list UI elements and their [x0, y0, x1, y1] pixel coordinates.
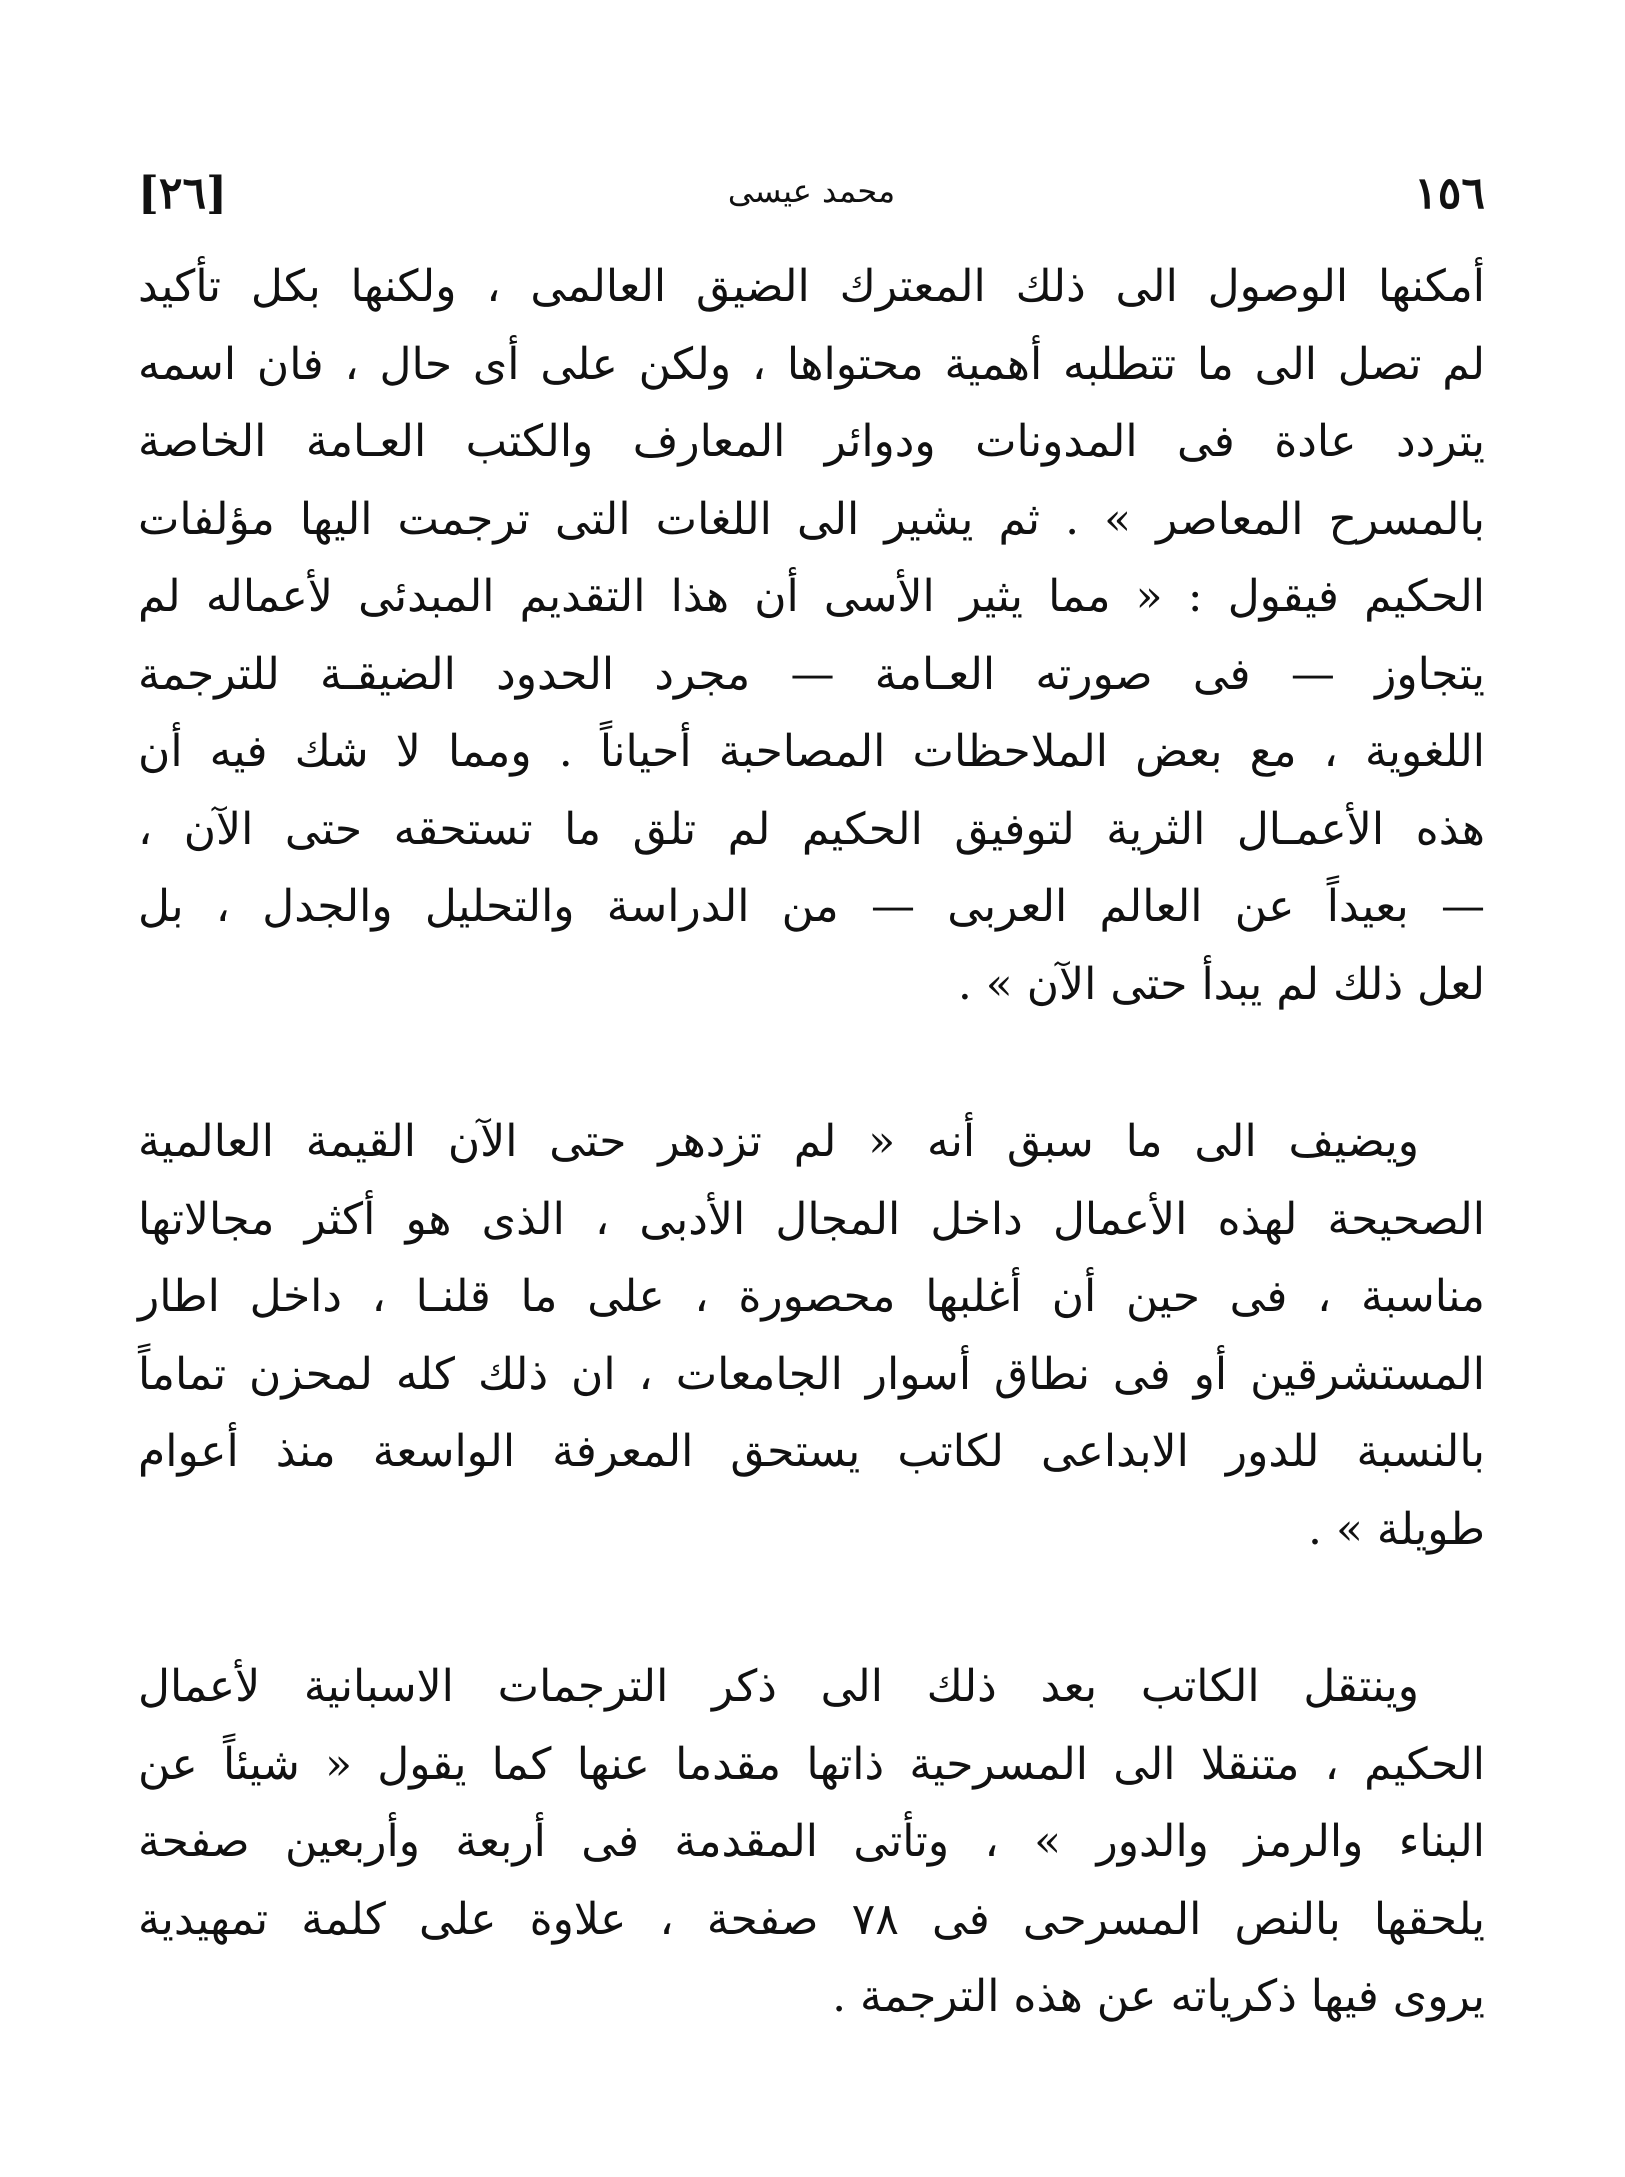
text-line: بالمسرح المعاصر » . ثم يشير الى اللغات التى ترجمت اليها مؤلفات — [138, 493, 1485, 545]
body-text — [138, 248, 1485, 2036]
text-line: لعل ذلك لم يبدأ حتى الآن » . — [957, 958, 1485, 1010]
text-line: البناء والرمز والدور » ، وتأتى المقدمة فى أربعة وأربعين صفحة — [138, 1816, 1485, 1867]
text-line: هذه الأعمـال الثرية لتوفيق الحكيم لم تلق ما تستحقه حتى الآن ، — [138, 803, 1485, 855]
text-line: الحكيم فيقول : « مما يثير الأسى أن هذا التقديم المبدئى لأعماله لم — [138, 571, 1485, 622]
text-line: يتجاوز — فى صورته العـامة — مجرد الحدود الضيقـة للترجمة — [138, 648, 1485, 700]
page-header — [138, 168, 1485, 228]
text-line: أمكنها الوصول الى ذلك المعترك الضيق العالمى ، ولكنها بكل تأكيد — [138, 261, 1485, 312]
running-head-author: محمد عيسى — [727, 172, 896, 210]
text-line: يلحقها بالنص المسرحى فى ٧٨ صفحة ، علاوة على كلمة تمهيدية — [138, 1893, 1485, 1945]
text-line: الحكيم ، متنقلا الى المسرحية ذاتها مقدما عنها كما يقول « شيئاً عن — [138, 1738, 1485, 1790]
text-line: الصحيحة لهذه الأعمال داخل المجال الأدبى ، الذى هو أكثر مجالاتها — [138, 1193, 1485, 1245]
text-line: طويلة » . — [1307, 1503, 1485, 1555]
paragraph-3 — [138, 1648, 1485, 2036]
text-line: — بعيداً عن العالم العربى — من الدراسة والتحليل والجدل ، بل — [138, 881, 1485, 932]
text-line: مناسبة ، فى حين أن أغلبها محصورة ، على ما قلنـا ، داخل اطار — [138, 1271, 1485, 1322]
text-line: يتردد عادة فى المدونات ودوائر المعارف والكتب العـامة الخاصة — [138, 416, 1485, 467]
text-line: لم تصل الى ما تتطلبه أهمية محتواها ، ولكن على أى حال ، فان اسمه — [138, 338, 1485, 390]
paragraph-2 — [138, 1103, 1485, 1568]
section-number: [٢٦] — [138, 168, 227, 219]
paragraph-1 — [138, 248, 1485, 1023]
text-line: يروى فيها ذكرياته عن هذه الترجمة . — [832, 1971, 1485, 2022]
text-line: بالنسبة للدور الابداعى لكاتب يستحق المعرفة الواسعة منذ أعوام — [138, 1426, 1485, 1477]
text-line: اللغوية ، مع بعض الملاحظات المصاحبة أحياناً . ومما لا شك فيه أن — [138, 726, 1485, 777]
page-number: ١٥٦ — [1414, 168, 1485, 219]
text-line: المستشرقين أو فى نطاق أسوار الجامعات ، ان ذلك كله لمحزن تماماً — [138, 1348, 1485, 1400]
paragraph-spacer — [138, 1023, 1485, 1103]
text-line: وينتقل الكاتب بعد ذلك الى ذكر الترجمات الاسبانية لأعمال — [138, 1661, 1419, 1712]
paragraph-spacer — [138, 1568, 1485, 1648]
text-line: ويضيف الى ما سبق أنه « لم تزدهر حتى الآن القيمة العالمية — [138, 1116, 1419, 1167]
